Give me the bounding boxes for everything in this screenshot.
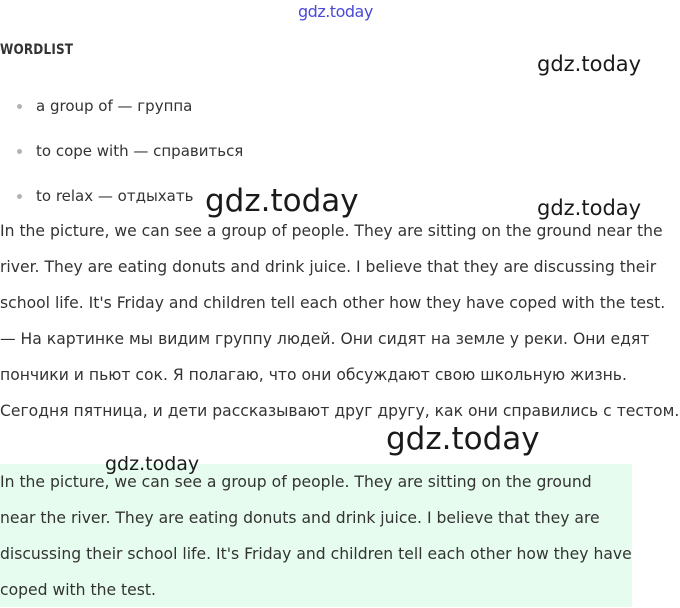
bullet-icon <box>17 149 22 154</box>
list-item-text: to cope with — справиться <box>36 142 244 160</box>
list-item-text: a group of — группа <box>36 97 193 115</box>
list-item <box>0 89 243 134</box>
list-item <box>0 134 243 179</box>
bullet-icon <box>17 194 22 199</box>
description-paragraph: In the picture, we can see a group of people. They are sitting on the ground near the river. They are eating donuts and drink juice. I believe that they are discussing their school life. It's Friday and children tell each other how they have coped with the test. — На картинке мы видим группу людей. Они сидят на земле у реки. Они едят пончики и пьют сок. Я полагаю, что они обсуждают свою школьную жизнь. Сегодня пятница, и дети рассказывают друг другу, как они справились с тестом. <box>0 222 680 420</box>
watermark: gdz.today <box>386 421 540 457</box>
watermark-top: gdz.today <box>298 2 373 21</box>
watermark: gdz.today <box>205 183 359 219</box>
list-item-text: to relax — отдыхать <box>36 187 194 205</box>
watermark: gdz.today <box>537 196 642 220</box>
answer-paragraph: In the picture, we can see a group of people. They are sitting on the ground near the river. They are eating donuts and drink juice. I believe that they are discussing their school life. It's Friday and children tell each other how they have coped with the test. <box>0 473 632 599</box>
wordlist-heading: WORDLIST <box>0 42 74 58</box>
bullet-icon <box>17 104 22 109</box>
watermark: gdz.today <box>105 453 200 475</box>
watermark: gdz.today <box>537 52 642 76</box>
